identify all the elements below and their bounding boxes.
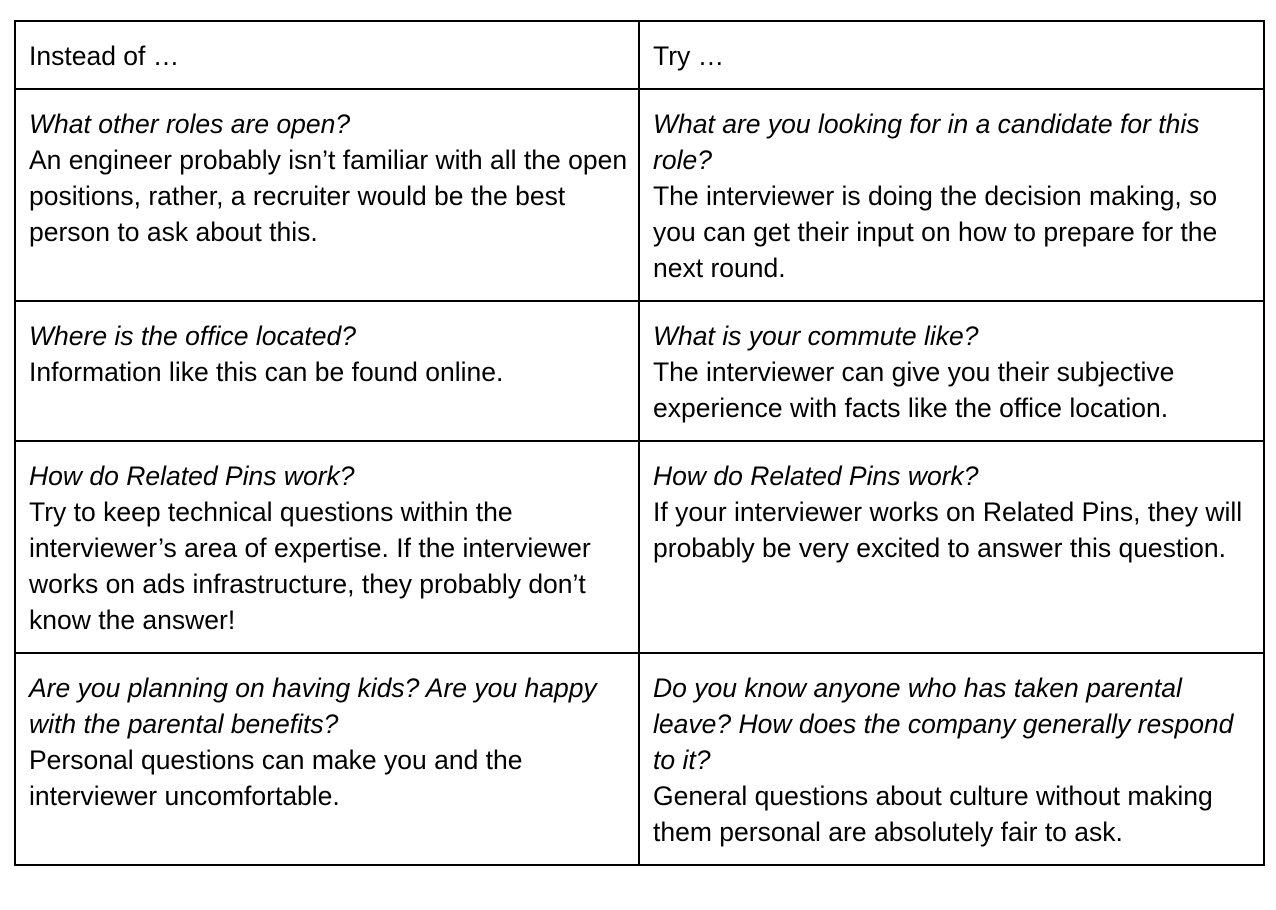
- instead-explanation: Personal questions can make you and the interviewer uncomfortable.: [29, 745, 523, 811]
- try-question: How do Related Pins work?: [653, 461, 979, 491]
- instead-explanation: An engineer probably isn’t familiar with all the open positions, rather, a recruiter would be the best person to ask about this.: [29, 145, 628, 247]
- try-question: Do you know anyone who has taken parental leave? How does the company generally respond to it?: [653, 673, 1234, 775]
- instead-explanation: Information like this can be found online.: [29, 357, 504, 387]
- instead-question: What other roles are open?: [29, 109, 351, 139]
- header-instead-of: Instead of …: [15, 21, 639, 89]
- try-cell: [639, 89, 1264, 301]
- instead-question: How do Related Pins work?: [29, 461, 355, 491]
- try-cell: [639, 301, 1264, 441]
- instead-explanation: Try to keep technical questions within the interviewer’s area of expertise. If the interviewer works on ads infrastructure, they probably don’t know the answer!: [29, 497, 591, 635]
- instead-cell: [15, 653, 639, 865]
- try-explanation: The interviewer is doing the decision making, so you can get their input on how to prepare for the next round.: [653, 181, 1218, 283]
- table-row: [15, 441, 1264, 653]
- instead-question: Where is the office located?: [29, 321, 357, 351]
- try-question: What is your commute like?: [653, 321, 979, 351]
- table-row: [15, 653, 1264, 865]
- instead-cell: [15, 89, 639, 301]
- instead-question: Are you planning on having kids? Are you happy with the parental benefits?: [29, 673, 597, 739]
- try-cell: [639, 441, 1264, 653]
- questions-comparison-table: [14, 20, 1265, 866]
- try-explanation: The interviewer can give you their subjective experience with facts like the office location.: [653, 357, 1175, 423]
- try-question: What are you looking for in a candidate for this role?: [653, 109, 1200, 175]
- instead-cell: [15, 441, 639, 653]
- header-try: Try …: [639, 21, 1264, 89]
- table-row: [15, 301, 1264, 441]
- try-explanation: If your interviewer works on Related Pins, they will probably be very excited to answer this question.: [653, 497, 1243, 563]
- table-header-row: [15, 21, 1264, 89]
- table-row: [15, 89, 1264, 301]
- instead-cell: [15, 301, 639, 441]
- try-explanation: General questions about culture without making them personal are absolutely fair to ask.: [653, 781, 1213, 847]
- try-cell: [639, 653, 1264, 865]
